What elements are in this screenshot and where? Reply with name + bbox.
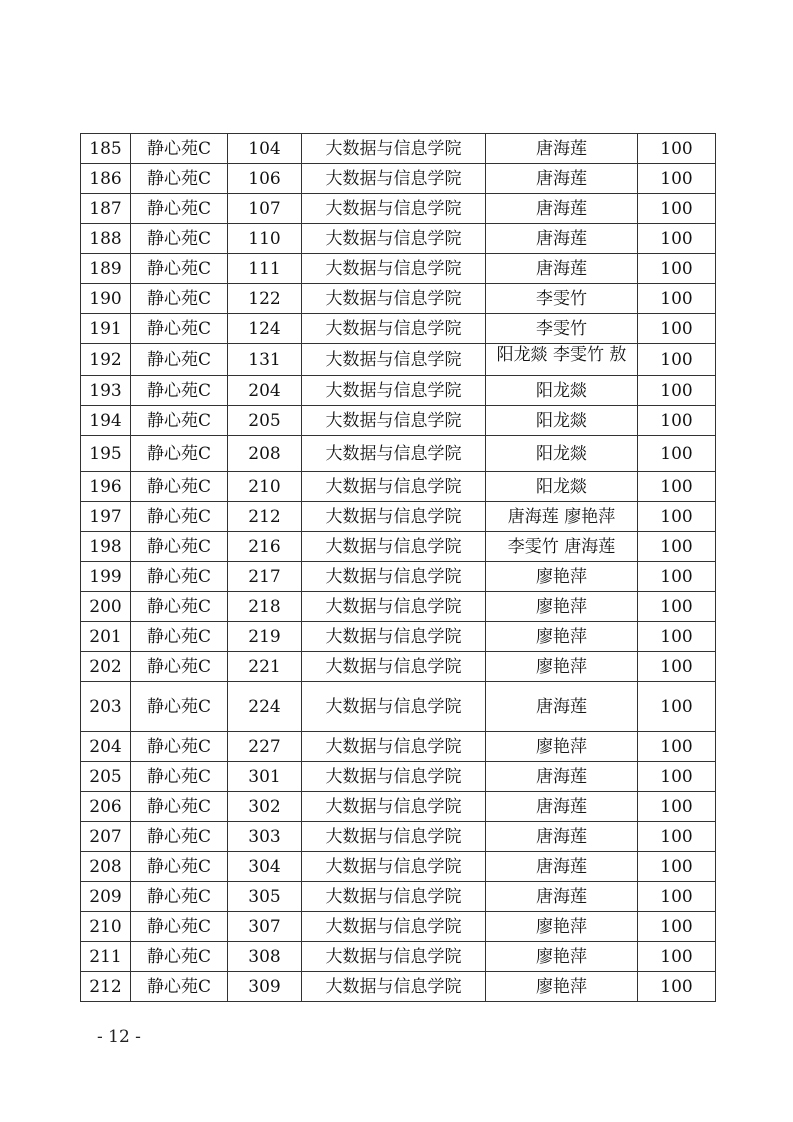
room-cell: 212 [228, 502, 302, 532]
building-cell: 静心苑C [131, 942, 228, 972]
room-cell: 122 [228, 284, 302, 314]
responsible-person-cell: 廖艳萍 [486, 912, 638, 942]
row-number-cell: 191 [81, 314, 131, 344]
college-cell: 大数据与信息学院 [302, 942, 486, 972]
row-number-cell: 190 [81, 284, 131, 314]
row-number-cell: 201 [81, 622, 131, 652]
table-row [81, 314, 716, 344]
row-number-cell: 206 [81, 792, 131, 822]
college-cell: 大数据与信息学院 [302, 194, 486, 224]
table-row [81, 376, 716, 406]
responsible-person-cell: 唐海莲 [486, 134, 638, 164]
page-number: - 12 - [97, 1027, 141, 1047]
row-number-cell: 196 [81, 472, 131, 502]
row-number-cell: 212 [81, 972, 131, 1002]
room-cell: 106 [228, 164, 302, 194]
row-number-cell: 200 [81, 592, 131, 622]
room-cell: 210 [228, 472, 302, 502]
table-row [81, 164, 716, 194]
responsible-person-cell: 唐海莲 [486, 792, 638, 822]
responsible-person-cell: 廖艳萍 [486, 972, 638, 1002]
college-cell: 大数据与信息学院 [302, 532, 486, 562]
college-cell: 大数据与信息学院 [302, 562, 486, 592]
row-number-cell: 195 [81, 436, 131, 472]
building-cell: 静心苑C [131, 344, 228, 376]
college-cell: 大数据与信息学院 [302, 762, 486, 792]
building-cell: 静心苑C [131, 852, 228, 882]
building-cell: 静心苑C [131, 562, 228, 592]
responsible-person-cell: 阳龙燚 [486, 376, 638, 406]
row-number-cell: 199 [81, 562, 131, 592]
building-cell: 静心苑C [131, 436, 228, 472]
score-cell: 100 [638, 532, 716, 562]
table-row [81, 194, 716, 224]
building-cell: 静心苑C [131, 822, 228, 852]
college-cell: 大数据与信息学院 [302, 344, 486, 376]
room-cell: 224 [228, 682, 302, 732]
room-cell: 303 [228, 822, 302, 852]
responsible-person-cell: 李雯竹 [486, 284, 638, 314]
responsible-person-cell: 唐海莲 [486, 882, 638, 912]
score-cell: 100 [638, 376, 716, 406]
room-cell: 217 [228, 562, 302, 592]
score-cell: 100 [638, 134, 716, 164]
building-cell: 静心苑C [131, 224, 228, 254]
building-cell: 静心苑C [131, 472, 228, 502]
table-row [81, 972, 716, 1002]
responsible-person-cell: 阳龙燚 [486, 406, 638, 436]
building-cell: 静心苑C [131, 254, 228, 284]
score-cell: 100 [638, 732, 716, 762]
room-cell: 110 [228, 224, 302, 254]
responsible-person-cell: 唐海莲 廖艳萍 [486, 502, 638, 532]
college-cell: 大数据与信息学院 [302, 822, 486, 852]
row-number-cell: 209 [81, 882, 131, 912]
row-number-cell: 210 [81, 912, 131, 942]
college-cell: 大数据与信息学院 [302, 502, 486, 532]
responsible-person-cell: 廖艳萍 [486, 622, 638, 652]
room-cell: 124 [228, 314, 302, 344]
building-cell: 静心苑C [131, 762, 228, 792]
table-row [81, 532, 716, 562]
table-row [81, 652, 716, 682]
college-cell: 大数据与信息学院 [302, 314, 486, 344]
building-cell: 静心苑C [131, 502, 228, 532]
responsible-person-cell: 阳龙燚 [486, 472, 638, 502]
college-cell: 大数据与信息学院 [302, 284, 486, 314]
college-cell: 大数据与信息学院 [302, 972, 486, 1002]
room-cell: 302 [228, 792, 302, 822]
score-cell: 100 [638, 652, 716, 682]
table-row [81, 912, 716, 942]
table-row [81, 254, 716, 284]
score-cell: 100 [638, 224, 716, 254]
row-number-cell: 186 [81, 164, 131, 194]
building-cell: 静心苑C [131, 406, 228, 436]
room-cell: 204 [228, 376, 302, 406]
room-cell: 307 [228, 912, 302, 942]
room-cell: 221 [228, 652, 302, 682]
table-row [81, 682, 716, 732]
table-row [81, 942, 716, 972]
building-cell: 静心苑C [131, 134, 228, 164]
score-cell: 100 [638, 762, 716, 792]
responsible-person-cell: 廖艳萍 [486, 942, 638, 972]
row-number-cell: 204 [81, 732, 131, 762]
row-number-cell: 202 [81, 652, 131, 682]
table-row [81, 882, 716, 912]
table-row [81, 284, 716, 314]
table-row [81, 762, 716, 792]
score-cell: 100 [638, 284, 716, 314]
score-cell: 100 [638, 164, 716, 194]
row-number-cell: 189 [81, 254, 131, 284]
college-cell: 大数据与信息学院 [302, 852, 486, 882]
room-cell: 208 [228, 436, 302, 472]
score-cell: 100 [638, 254, 716, 284]
score-cell: 100 [638, 436, 716, 472]
table-row [81, 852, 716, 882]
building-cell: 静心苑C [131, 592, 228, 622]
building-cell: 静心苑C [131, 652, 228, 682]
college-cell: 大数据与信息学院 [302, 652, 486, 682]
college-cell: 大数据与信息学院 [302, 376, 486, 406]
row-number-cell: 207 [81, 822, 131, 852]
table-row [81, 622, 716, 652]
room-cell: 131 [228, 344, 302, 376]
responsible-person-cell: 廖艳萍 [486, 732, 638, 762]
responsible-person-cell: 唐海莲 [486, 164, 638, 194]
row-number-cell: 197 [81, 502, 131, 532]
score-cell: 100 [638, 972, 716, 1002]
college-cell: 大数据与信息学院 [302, 224, 486, 254]
building-cell: 静心苑C [131, 284, 228, 314]
score-cell: 100 [638, 822, 716, 852]
table-row [81, 436, 716, 472]
responsible-person-text: 阳龙燚 李雯竹 敖 [496, 345, 627, 365]
room-cell: 107 [228, 194, 302, 224]
score-cell: 100 [638, 882, 716, 912]
table-row [81, 732, 716, 762]
score-cell: 100 [638, 682, 716, 732]
score-cell: 100 [638, 344, 716, 376]
responsible-person-cell: 廖艳萍 [486, 592, 638, 622]
row-number-cell: 194 [81, 406, 131, 436]
row-number-cell: 208 [81, 852, 131, 882]
building-cell: 静心苑C [131, 532, 228, 562]
building-cell: 静心苑C [131, 912, 228, 942]
college-cell: 大数据与信息学院 [302, 592, 486, 622]
row-number-cell: 188 [81, 224, 131, 254]
responsible-person-cell: 廖艳萍 [486, 652, 638, 682]
responsible-person-cell [486, 344, 638, 376]
responsible-person-cell: 李雯竹 唐海莲 [486, 532, 638, 562]
score-cell: 100 [638, 912, 716, 942]
score-cell: 100 [638, 562, 716, 592]
building-cell: 静心苑C [131, 792, 228, 822]
table-body [81, 134, 716, 1002]
inspection-score-table [80, 133, 716, 1002]
responsible-person-cell: 唐海莲 [486, 194, 638, 224]
building-cell: 静心苑C [131, 882, 228, 912]
score-cell: 100 [638, 852, 716, 882]
row-number-cell: 198 [81, 532, 131, 562]
room-cell: 301 [228, 762, 302, 792]
college-cell: 大数据与信息学院 [302, 134, 486, 164]
table-row [81, 592, 716, 622]
row-number-cell: 211 [81, 942, 131, 972]
table-row [81, 822, 716, 852]
room-cell: 104 [228, 134, 302, 164]
responsible-person-cell: 唐海莲 [486, 852, 638, 882]
responsible-person-cell: 廖艳萍 [486, 562, 638, 592]
row-number-cell: 203 [81, 682, 131, 732]
table-row [81, 502, 716, 532]
score-cell: 100 [638, 502, 716, 532]
responsible-person-cell: 唐海莲 [486, 224, 638, 254]
row-number-cell: 193 [81, 376, 131, 406]
responsible-person-cell: 李雯竹 [486, 314, 638, 344]
building-cell: 静心苑C [131, 622, 228, 652]
responsible-person-cell: 唐海莲 [486, 682, 638, 732]
college-cell: 大数据与信息学院 [302, 732, 486, 762]
room-cell: 216 [228, 532, 302, 562]
score-cell: 100 [638, 622, 716, 652]
room-cell: 219 [228, 622, 302, 652]
responsible-person-cell: 唐海莲 [486, 254, 638, 284]
table-row [81, 792, 716, 822]
room-cell: 227 [228, 732, 302, 762]
room-cell: 309 [228, 972, 302, 1002]
score-cell: 100 [638, 792, 716, 822]
score-cell: 100 [638, 472, 716, 502]
college-cell: 大数据与信息学院 [302, 164, 486, 194]
score-cell: 100 [638, 406, 716, 436]
building-cell: 静心苑C [131, 732, 228, 762]
college-cell: 大数据与信息学院 [302, 882, 486, 912]
table-row [81, 224, 716, 254]
college-cell: 大数据与信息学院 [302, 472, 486, 502]
row-number-cell: 187 [81, 194, 131, 224]
room-cell: 205 [228, 406, 302, 436]
responsible-person-cell: 唐海莲 [486, 762, 638, 792]
responsible-person-cell: 阳龙燚 [486, 436, 638, 472]
table-row [81, 562, 716, 592]
score-cell: 100 [638, 942, 716, 972]
row-number-cell: 185 [81, 134, 131, 164]
college-cell: 大数据与信息学院 [302, 406, 486, 436]
room-cell: 218 [228, 592, 302, 622]
table-row [81, 406, 716, 436]
score-cell: 100 [638, 194, 716, 224]
room-cell: 308 [228, 942, 302, 972]
college-cell: 大数据与信息学院 [302, 622, 486, 652]
building-cell: 静心苑C [131, 682, 228, 732]
college-cell: 大数据与信息学院 [302, 436, 486, 472]
room-cell: 111 [228, 254, 302, 284]
row-number-cell: 205 [81, 762, 131, 792]
room-cell: 304 [228, 852, 302, 882]
college-cell: 大数据与信息学院 [302, 254, 486, 284]
table-row [81, 134, 716, 164]
building-cell: 静心苑C [131, 376, 228, 406]
building-cell: 静心苑C [131, 164, 228, 194]
score-cell: 100 [638, 592, 716, 622]
room-cell: 305 [228, 882, 302, 912]
college-cell: 大数据与信息学院 [302, 912, 486, 942]
row-number-cell: 192 [81, 344, 131, 376]
college-cell: 大数据与信息学院 [302, 682, 486, 732]
table-row [81, 344, 716, 376]
building-cell: 静心苑C [131, 314, 228, 344]
college-cell: 大数据与信息学院 [302, 792, 486, 822]
building-cell: 静心苑C [131, 972, 228, 1002]
table-row [81, 472, 716, 502]
score-cell: 100 [638, 314, 716, 344]
responsible-person-cell: 唐海莲 [486, 822, 638, 852]
building-cell: 静心苑C [131, 194, 228, 224]
